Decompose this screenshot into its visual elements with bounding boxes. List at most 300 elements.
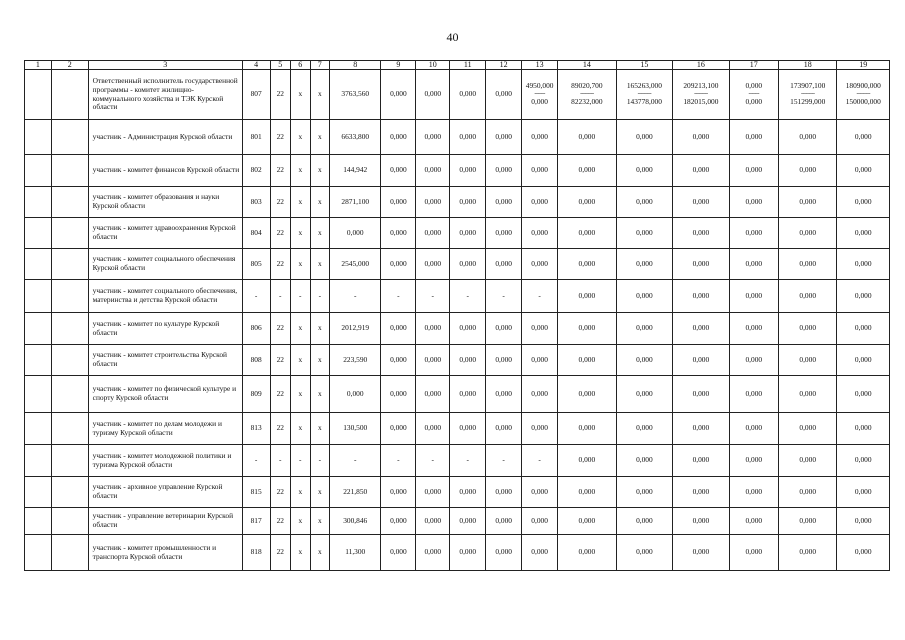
column-number-row — [25, 61, 890, 70]
value-cell-9: 0,000 — [381, 313, 416, 345]
table-row-responsible-executor — [25, 70, 890, 120]
participant-name: участник - комитет образования и науки Курской области — [88, 187, 242, 218]
value-cell-18: 0,000 — [778, 477, 837, 508]
value-cell-9: 0,000 — [381, 218, 416, 249]
value-cell-14: 0,000 — [558, 535, 617, 571]
value-cell-19: 0,000 — [837, 508, 890, 535]
value-bottom: 182015,000 — [683, 97, 719, 106]
participant-name: участник - комитет по физической культуре и спорту Курской области — [88, 376, 242, 413]
value-cell-10: 0,000 — [416, 218, 450, 249]
value-cell-12: - — [486, 280, 522, 313]
divider-dash: --------- — [694, 91, 708, 97]
value-cell-13: - — [522, 280, 558, 313]
code-cell — [51, 345, 88, 376]
value-cell-7: x — [310, 155, 330, 187]
value-cell-4: 801 — [242, 120, 270, 155]
value-bottom: 143778,000 — [626, 97, 662, 106]
value-cell-18: 0,000 — [778, 120, 837, 155]
value-cell-18: 0,000 — [778, 535, 837, 571]
table-row — [25, 477, 890, 508]
value-cell-18: 0,000 — [778, 249, 837, 280]
value-cell-19: 0,000 — [837, 413, 890, 445]
value-cell-9: 0,000 — [381, 120, 416, 155]
value-cell-10: - — [416, 280, 450, 313]
value-cell-18: 0,000 — [778, 345, 837, 376]
value-cell-19: 0,000 — [837, 187, 890, 218]
column-number-3: 3 — [88, 61, 242, 70]
value-cell-13: 0,000 — [522, 535, 558, 571]
value-cell-13: 0,000 — [522, 345, 558, 376]
value-cell-10: 0,000 — [416, 508, 450, 535]
value-cell-10: 0,000 — [416, 535, 450, 571]
value-cell-12: 0,000 — [486, 345, 522, 376]
value-cell-7: x — [310, 508, 330, 535]
column-number-17: 17 — [729, 61, 778, 70]
value-cell-8: 300,846 — [330, 508, 381, 535]
value-cell-4: - — [242, 445, 270, 477]
value-cell-9: 0,000 — [381, 535, 416, 571]
row-number-cell — [25, 280, 52, 313]
value-cell-17: 0,000 — [729, 376, 778, 413]
table-row — [25, 345, 890, 376]
value-cell-18: 0,000 — [778, 280, 837, 313]
code-cell — [51, 218, 88, 249]
value-cell-18: 0,000 — [778, 376, 837, 413]
value-cell-11: 0,000 — [450, 187, 486, 218]
value-cell-5: - — [270, 445, 291, 477]
value-cell-19: 0,000 — [837, 120, 890, 155]
value-cell-8: 223,590 — [330, 345, 381, 376]
value-cell-6: x — [291, 249, 311, 280]
row-number-cell — [25, 313, 52, 345]
value-cell-13: 0,000 — [522, 120, 558, 155]
value-cell-10: 0,000 — [416, 477, 450, 508]
value-cell-5: 22 — [270, 345, 291, 376]
value-cell-14: 0,000 — [558, 120, 617, 155]
value-top: 180900,000 — [845, 81, 881, 91]
value-cell-11: 0,000 — [450, 155, 486, 187]
value-cell-18: 0,000 — [778, 413, 837, 445]
divider-dash: --------- — [580, 91, 594, 97]
value-cell-7: x — [310, 187, 330, 218]
row-number-cell — [25, 345, 52, 376]
csr-cell: x — [310, 70, 330, 120]
code-cell — [51, 249, 88, 280]
value-cell-4: 802 — [242, 155, 270, 187]
value-cell-8: 2545,000 — [330, 249, 381, 280]
column-number-19: 19 — [837, 61, 890, 70]
value-cell-19 — [837, 70, 890, 120]
value-cell-16: 0,000 — [673, 477, 730, 508]
divider-dash: --------- — [800, 91, 815, 97]
value-cell-6: x — [291, 345, 311, 376]
value-cell-15: 0,000 — [616, 445, 673, 477]
table-row — [25, 313, 890, 345]
value-cell-10: 0,000 — [416, 413, 450, 445]
row-number-cell — [25, 187, 52, 218]
value-cell-10: 0,000 — [416, 376, 450, 413]
value-cell-13: 0,000 — [522, 218, 558, 249]
value-cell-18: 0,000 — [778, 445, 837, 477]
value-cell-11: 0,000 — [450, 477, 486, 508]
value-cell-6: x — [291, 120, 311, 155]
row-number-cell — [25, 120, 52, 155]
value-cell-12: 0,000 — [486, 218, 522, 249]
value-cell-5: 22 — [270, 413, 291, 445]
value-cell-5: 22 — [270, 120, 291, 155]
value-cell-8: 6633,800 — [330, 120, 381, 155]
value-cell-18 — [778, 70, 837, 120]
value-cell-14: 0,000 — [558, 376, 617, 413]
table-row — [25, 187, 890, 218]
value-cell-10: 0,000 — [416, 249, 450, 280]
grbs-cell: 807 — [242, 70, 270, 120]
value-cell-13 — [522, 70, 558, 120]
value-cell-6: - — [291, 280, 311, 313]
value-cell-13: - — [522, 445, 558, 477]
value-top: 209213,100 — [683, 81, 719, 91]
value-cell-10: 0,000 — [416, 187, 450, 218]
value-cell-6: x — [291, 218, 311, 249]
value-cell-14: 0,000 — [558, 477, 617, 508]
value-cell-15: 0,000 — [616, 535, 673, 571]
value-cell-19: 0,000 — [837, 445, 890, 477]
value-cell-14: 0,000 — [558, 187, 617, 218]
row-number-cell — [25, 445, 52, 477]
value-bottom: 0,000 — [745, 97, 763, 106]
value-top: 165263,000 — [626, 81, 662, 91]
value-cell-13: 0,000 — [522, 376, 558, 413]
value-cell-17: 0,000 — [729, 280, 778, 313]
value-cell-13: 0,000 — [522, 155, 558, 187]
value-cell-14: 0,000 — [558, 155, 617, 187]
value-cell-11: 0,000 — [450, 535, 486, 571]
value-cell-12: 0,000 — [486, 155, 522, 187]
value-cell-6: - — [291, 445, 311, 477]
value-cell-19: 0,000 — [837, 535, 890, 571]
row-number-cell — [25, 376, 52, 413]
value-cell-16: 0,000 — [673, 218, 730, 249]
value-cell-9: 0,000 — [381, 508, 416, 535]
rz-cell: 22 — [270, 70, 291, 120]
value-cell-6: x — [291, 508, 311, 535]
value-cell-15: 0,000 — [616, 155, 673, 187]
table-row — [25, 376, 890, 413]
row-number-cell — [25, 508, 52, 535]
column-number-16: 16 — [673, 61, 730, 70]
code-cell — [51, 313, 88, 345]
value-cell-7: x — [310, 477, 330, 508]
value-cell-8: 2871,100 — [330, 187, 381, 218]
value-cell-5: 22 — [270, 477, 291, 508]
value-cell-14: 0,000 — [558, 218, 617, 249]
value-bottom: 82232,000 — [571, 97, 603, 106]
code-cell — [51, 445, 88, 477]
value-cell-16: 0,000 — [673, 445, 730, 477]
value-cell-9: 0,000 — [381, 376, 416, 413]
value-cell-7: - — [310, 280, 330, 313]
value-cell-18: 0,000 — [778, 155, 837, 187]
code-cell — [51, 187, 88, 218]
value-cell-4: 808 — [242, 345, 270, 376]
row-number-cell — [25, 413, 52, 445]
value-top: 4950,000 — [525, 81, 554, 91]
value-cell-12: 0,000 — [486, 508, 522, 535]
value-cell-15: 0,000 — [616, 508, 673, 535]
value-cell-14: 0,000 — [558, 413, 617, 445]
value-cell-5: 22 — [270, 535, 291, 571]
value-cell-7: x — [310, 345, 330, 376]
value-bottom: 150000,000 — [845, 97, 881, 106]
value-cell-9: 0,000 — [381, 155, 416, 187]
value-cell-18: 0,000 — [778, 313, 837, 345]
value-cell-17: 0,000 — [729, 413, 778, 445]
value-cell-17: 0,000 — [729, 313, 778, 345]
value-cell-5: 22 — [270, 313, 291, 345]
column-number-1: 1 — [25, 61, 52, 70]
value-top: 0,000 — [745, 81, 763, 91]
value-cell-6: x — [291, 187, 311, 218]
participant-name: участник - комитет строительства Курской области — [88, 345, 242, 376]
value-cell-11: 0,000 — [450, 120, 486, 155]
row-number-cell — [25, 155, 52, 187]
value-cell-10: 0,000 — [416, 155, 450, 187]
row-number-cell — [25, 535, 52, 571]
value-cell-17: 0,000 — [729, 477, 778, 508]
value-cell-8: - — [330, 280, 381, 313]
column-number-8: 8 — [330, 61, 381, 70]
column-number-15: 15 — [616, 61, 673, 70]
value-cell-17: 0,000 — [729, 218, 778, 249]
value-cell-8: 221,850 — [330, 477, 381, 508]
value-cell-4: 818 — [242, 535, 270, 571]
value-cell-8: 144,942 — [330, 155, 381, 187]
value-cell-7: x — [310, 413, 330, 445]
value-cell-6: x — [291, 155, 311, 187]
value-cell-4: 805 — [242, 249, 270, 280]
value-cell-9: 0,000 — [381, 249, 416, 280]
value-cell-13: 0,000 — [522, 413, 558, 445]
value-cell-5: 22 — [270, 155, 291, 187]
participant-name: участник - комитет по делам молодежи и туризму Курской области — [88, 413, 242, 445]
value-cell-19: 0,000 — [837, 477, 890, 508]
row-number-cell — [25, 218, 52, 249]
value-cell-11: 0,000 — [450, 313, 486, 345]
value-cell-19: 0,000 — [837, 313, 890, 345]
column-number-7: 7 — [310, 61, 330, 70]
value-cell-6: x — [291, 376, 311, 413]
value-cell-19: 0,000 — [837, 218, 890, 249]
value-cell-17: 0,000 — [729, 508, 778, 535]
participant-name: участник - архивное управление Курской области — [88, 477, 242, 508]
value-cell-12: 0,000 — [486, 249, 522, 280]
participant-name: участник - комитет здравоохранения Курской области — [88, 218, 242, 249]
value-cell-4: 809 — [242, 376, 270, 413]
code-cell — [51, 70, 88, 120]
value-cell-15: 0,000 — [616, 376, 673, 413]
value-cell-11: 0,000 — [450, 376, 486, 413]
column-number-10: 10 — [416, 61, 450, 70]
value-cell-19: 0,000 — [837, 376, 890, 413]
value-cell-4: 806 — [242, 313, 270, 345]
value-cell-10: 0,000 — [416, 345, 450, 376]
column-number-14: 14 — [558, 61, 617, 70]
value-cell-11: 0,000 — [450, 70, 486, 120]
value-cell-15: 0,000 — [616, 413, 673, 445]
divider-dash: --------- — [856, 91, 870, 97]
value-cell-15: 0,000 — [616, 280, 673, 313]
participant-name: участник - комитет социального обеспечения, материнства и детства Курской области — [88, 280, 242, 313]
row-number-cell — [25, 70, 52, 120]
value-cell-13: 0,000 — [522, 249, 558, 280]
column-number-11: 11 — [450, 61, 486, 70]
value-cell-17: 0,000 — [729, 187, 778, 218]
value-cell-18: 0,000 — [778, 187, 837, 218]
value-cell-13: 0,000 — [522, 508, 558, 535]
value-cell-17: 0,000 — [729, 120, 778, 155]
value-cell-12: 0,000 — [486, 120, 522, 155]
value-cell-6: x — [291, 313, 311, 345]
table-row — [25, 249, 890, 280]
code-cell — [51, 508, 88, 535]
value-cell-9: 0,000 — [381, 345, 416, 376]
column-number-12: 12 — [486, 61, 522, 70]
value-cell-5: 22 — [270, 249, 291, 280]
column-number-9: 9 — [381, 61, 416, 70]
value-cell-18: 0,000 — [778, 508, 837, 535]
value-cell-15: 0,000 — [616, 187, 673, 218]
column-number-18: 18 — [778, 61, 837, 70]
value-cell-12: 0,000 — [486, 187, 522, 218]
value-cell-17 — [729, 70, 778, 120]
value-cell-14 — [558, 70, 617, 120]
table-row — [25, 535, 890, 571]
value-cell-19: 0,000 — [837, 345, 890, 376]
value-cell-5: 22 — [270, 187, 291, 218]
value-cell-8: 0,000 — [330, 376, 381, 413]
value-cell-5: - — [270, 280, 291, 313]
value-cell-7: x — [310, 535, 330, 571]
value-cell-12: 0,000 — [486, 313, 522, 345]
divider-dash: ------- — [748, 91, 760, 97]
participant-name: участник - управление ветеринарии Курской области — [88, 508, 242, 535]
value-cell-8: 11,300 — [330, 535, 381, 571]
value-cell-15: 0,000 — [616, 345, 673, 376]
value-cell-7: - — [310, 445, 330, 477]
value-cell-5: 22 — [270, 508, 291, 535]
value-cell-4: 804 — [242, 218, 270, 249]
value-cell-16: 0,000 — [673, 155, 730, 187]
table-row — [25, 155, 890, 187]
value-cell-16: 0,000 — [673, 413, 730, 445]
value-cell-14: 0,000 — [558, 445, 617, 477]
value-cell-11: - — [450, 445, 486, 477]
value-cell-6: x — [291, 413, 311, 445]
code-cell — [51, 376, 88, 413]
value-cell-11: 0,000 — [450, 345, 486, 376]
value-cell-19: 0,000 — [837, 249, 890, 280]
table-row — [25, 280, 890, 313]
value-cell-14: 0,000 — [558, 508, 617, 535]
value-cell-15 — [616, 70, 673, 120]
value-cell-7: x — [310, 120, 330, 155]
value-cell-13: 0,000 — [522, 187, 558, 218]
value-cell-16: 0,000 — [673, 535, 730, 571]
value-cell-16: 0,000 — [673, 187, 730, 218]
value-cell-17: 0,000 — [729, 345, 778, 376]
value-cell-4: 817 — [242, 508, 270, 535]
value-bottom: 0,000 — [531, 97, 548, 106]
value-cell-9: 0,000 — [381, 70, 416, 120]
participant-name: участник - комитет финансов Курской области — [88, 155, 242, 187]
column-number-2: 2 — [51, 61, 88, 70]
value-cell-9: - — [381, 280, 416, 313]
value-cell-9: 0,000 — [381, 413, 416, 445]
code-cell — [51, 477, 88, 508]
value-cell-7: x — [310, 218, 330, 249]
value-cell-7: x — [310, 249, 330, 280]
value-cell-8: 2012,919 — [330, 313, 381, 345]
value-cell-9: - — [381, 445, 416, 477]
budget-table — [24, 60, 890, 571]
value-cell-8: 3763,560 — [330, 70, 381, 120]
row-number-cell — [25, 477, 52, 508]
value-cell-17: 0,000 — [729, 535, 778, 571]
code-cell — [51, 535, 88, 571]
value-cell-17: 0,000 — [729, 445, 778, 477]
value-cell-14: 0,000 — [558, 280, 617, 313]
value-cell-10: 0,000 — [416, 120, 450, 155]
value-cell-4: 803 — [242, 187, 270, 218]
column-number-4: 4 — [242, 61, 270, 70]
value-cell-18: 0,000 — [778, 218, 837, 249]
value-cell-19: 0,000 — [837, 155, 890, 187]
column-number-6: 6 — [291, 61, 311, 70]
value-cell-7: x — [310, 313, 330, 345]
table-body — [25, 70, 890, 571]
value-top: 89020,700 — [571, 81, 603, 91]
participant-name: участник - комитет промышленности и транспорта Курской области — [88, 535, 242, 571]
value-top: 173907,100 — [790, 81, 826, 91]
value-cell-17: 0,000 — [729, 249, 778, 280]
value-cell-9: 0,000 — [381, 187, 416, 218]
value-cell-15: 0,000 — [616, 249, 673, 280]
divider-dash: ------- — [534, 91, 545, 97]
page-number: 40 — [446, 30, 459, 44]
value-cell-19: 0,000 — [837, 280, 890, 313]
value-cell-15: 0,000 — [616, 120, 673, 155]
value-cell-16: 0,000 — [673, 120, 730, 155]
table-row — [25, 445, 890, 477]
pr-cell: x — [291, 70, 311, 120]
value-cell-11: 0,000 — [450, 249, 486, 280]
value-cell-12: 0,000 — [486, 477, 522, 508]
value-cell-16: 0,000 — [673, 249, 730, 280]
value-cell-11: 0,000 — [450, 218, 486, 249]
value-cell-8: 0,000 — [330, 218, 381, 249]
value-cell-10: 0,000 — [416, 313, 450, 345]
value-cell-11: 0,000 — [450, 508, 486, 535]
value-cell-8: 130,500 — [330, 413, 381, 445]
code-cell — [51, 155, 88, 187]
value-cell-10: 0,000 — [416, 70, 450, 120]
column-number-5: 5 — [270, 61, 291, 70]
value-cell-5: 22 — [270, 218, 291, 249]
value-cell-7: x — [310, 376, 330, 413]
value-cell-8: - — [330, 445, 381, 477]
value-cell-6: x — [291, 535, 311, 571]
table-row — [25, 508, 890, 535]
